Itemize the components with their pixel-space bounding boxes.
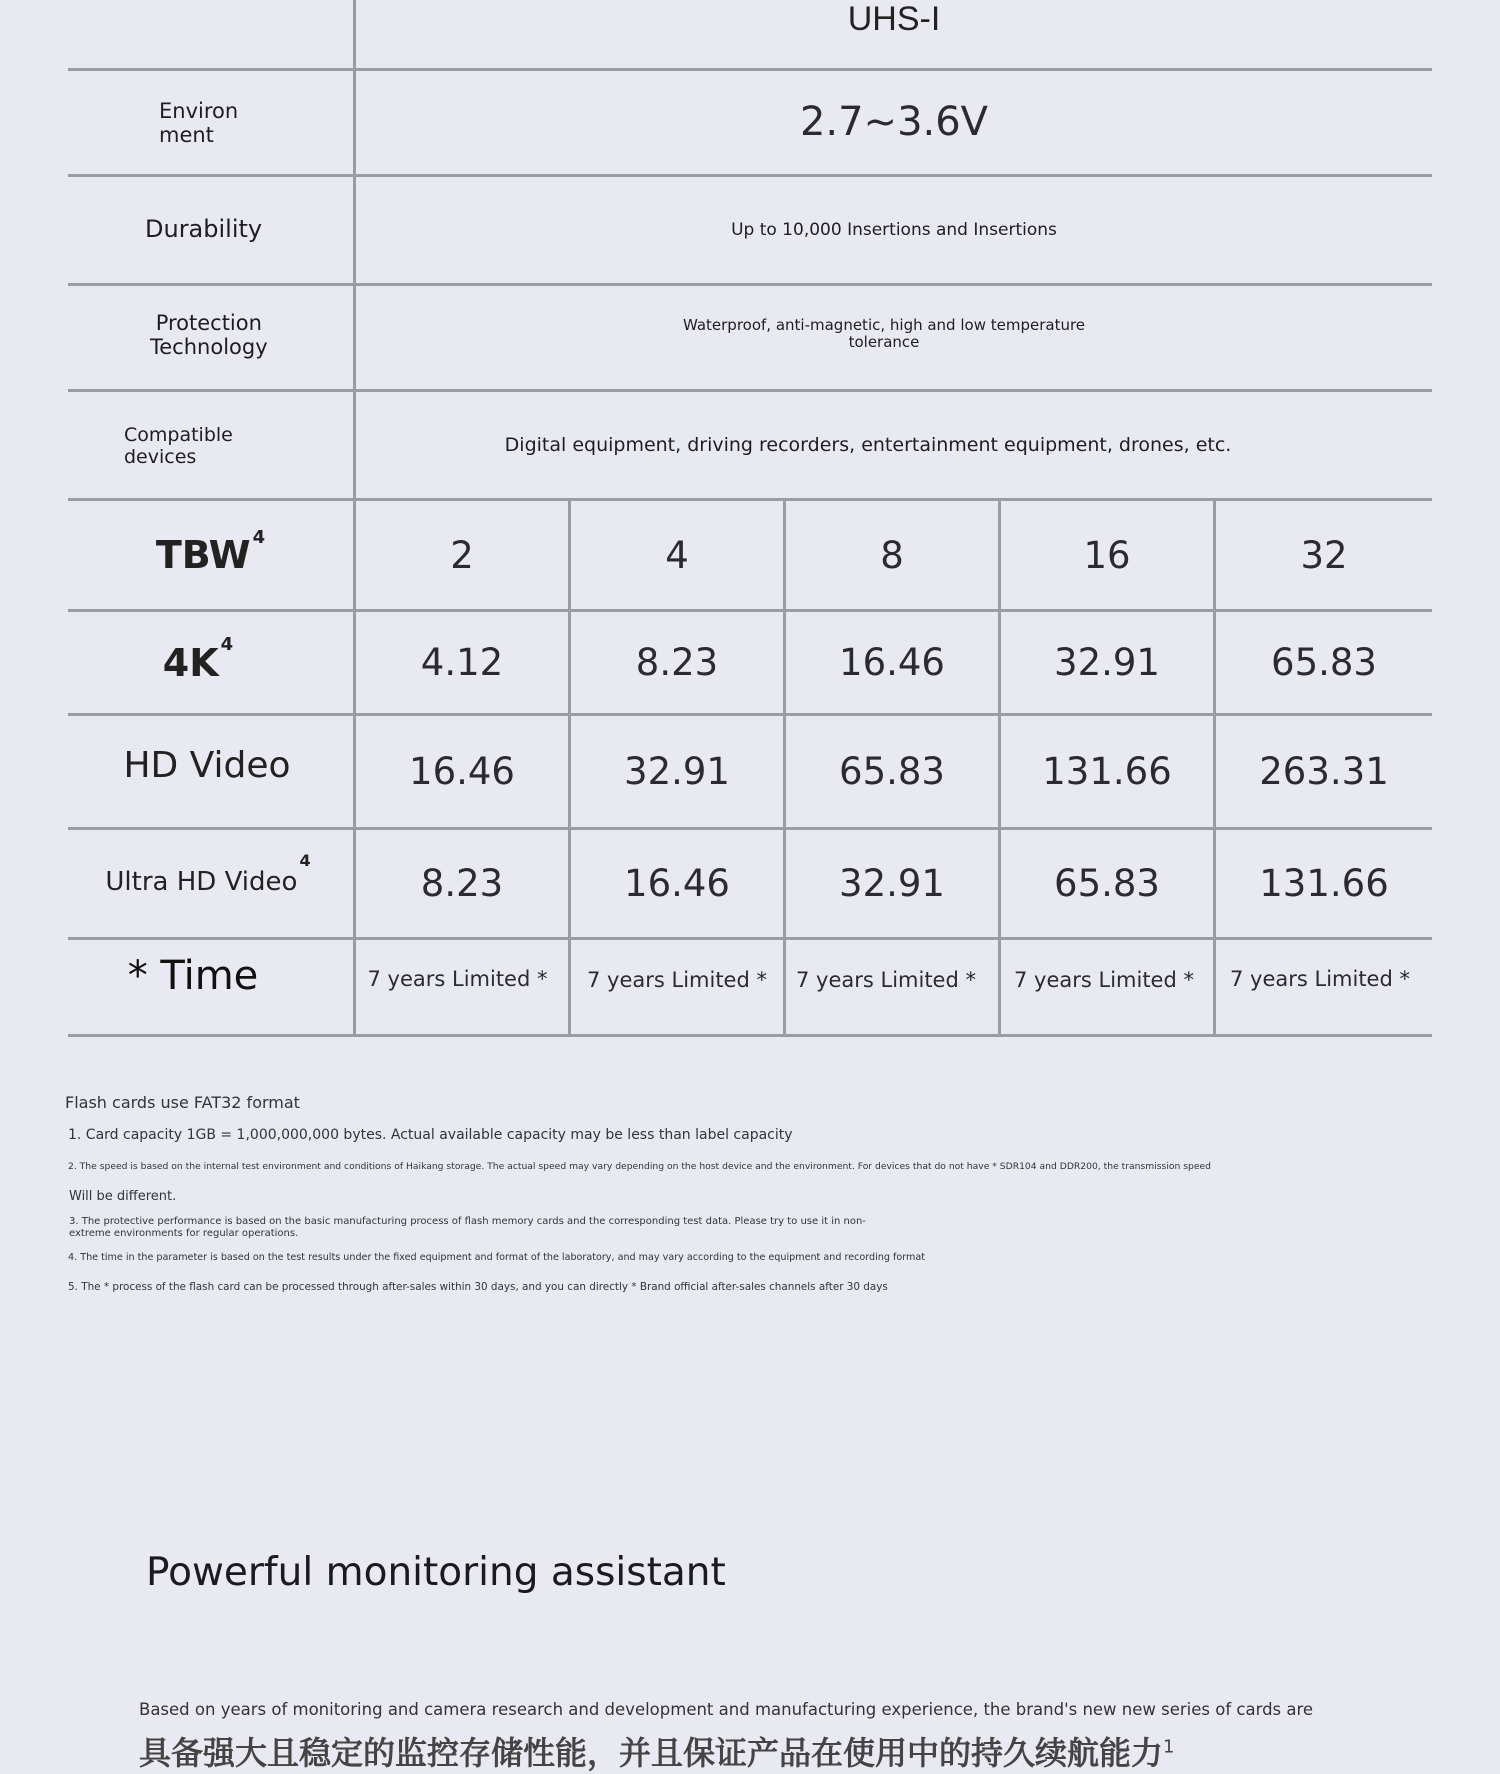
footnote-2-continued: Will be different. — [69, 1189, 177, 1204]
promo-body: Based on years of monitoring and camera research and development and manufacturing experience, the brand's new new series of cards are — [139, 1700, 1314, 1719]
warranty-value: 7 years Limited * — [1230, 967, 1410, 991]
table-rule — [68, 283, 1432, 286]
footnote-marker: 4 — [220, 634, 234, 655]
tbw-value: 16 — [1083, 533, 1131, 577]
footnote-3-continued: extreme environments for regular operations. — [69, 1228, 299, 1239]
row-label-text: * Time — [127, 953, 259, 999]
hd-video-value: 65.83 — [839, 750, 945, 793]
row-label-environment: Environ ment — [159, 99, 239, 147]
row-label-hd-video — [68, 716, 348, 814]
promo-chinese-line — [139, 1728, 1174, 1774]
row-label-tbw — [68, 501, 353, 609]
ultra-hd-value: 65.83 — [1054, 862, 1160, 905]
row-label-time — [68, 940, 318, 1012]
interface-value: UHS-I — [847, 0, 941, 38]
warranty-value: 7 years Limited * — [587, 968, 767, 992]
warranty-value: 7 years Limited * — [796, 968, 976, 992]
row-label-protection: Protection Technology — [150, 311, 268, 359]
durability-value: Up to 10,000 Insertions and Insertions — [731, 220, 1057, 240]
4k-value: 65.83 — [1271, 641, 1377, 684]
footnote-marker: 1 — [1163, 1736, 1175, 1758]
footnote-marker: 4 — [252, 526, 266, 548]
row-label-ultra-hd-video — [68, 830, 348, 934]
footnote-marker: 4 — [299, 850, 311, 870]
4k-value: 32.91 — [1054, 641, 1160, 684]
row-label-4k — [68, 612, 328, 713]
promo-chinese-text: 具备强大且稳定的监控存储性能，并且保证产品在使用中的持久续航能力 — [139, 1734, 1164, 1772]
footnote-4: 4. The time in the parameter is based on the test results under the fixed equipment and format of the laboratory, and may vary according to the equipment and recording format — [68, 1252, 925, 1263]
table-rule — [68, 389, 1432, 392]
row-label-text: HD Video — [123, 744, 291, 786]
promo-title: Powerful monitoring assistant — [146, 1550, 726, 1595]
tbw-value: 4 — [665, 533, 689, 577]
protection-value: Waterproof, anti-magnetic, high and low temperature tolerance — [682, 315, 1086, 351]
4k-value: 16.46 — [839, 641, 945, 684]
footnote-5: 5. The * process of the flash card can be processed through after-sales within 30 days, and you can directly * Brand official after-sales channels after 30 days — [68, 1281, 888, 1293]
hd-video-value: 32.91 — [624, 750, 730, 793]
hd-video-value: 263.31 — [1259, 750, 1389, 793]
row-label-text: TBW — [155, 533, 251, 577]
voltage-value: 2.7~3.6V — [799, 99, 989, 145]
row-label-text: Ultra HD Video — [105, 867, 298, 897]
ultra-hd-value: 8.23 — [420, 862, 504, 905]
row-label-text: 4K — [162, 640, 219, 685]
footnote-1: 1. Card capacity 1GB = 1,000,000,000 bytes. Actual available capacity may be less than label capacity — [68, 1127, 793, 1143]
footnote-2: 2. The speed is based on the internal test environment and conditions of Haikang storage. The actual speed may vary depending on the host device and the environment. For devices that do not have * SDR104 and DDR200, the transmission speed — [68, 1161, 1212, 1172]
ultra-hd-value: 131.66 — [1259, 862, 1389, 905]
row-label-compatible: Compatible devices — [124, 424, 233, 468]
footnote-heading: Flash cards use FAT32 format — [65, 1093, 300, 1112]
4k-value: 4.12 — [420, 641, 504, 684]
footnote-3: 3. The protective performance is based on the basic manufacturing process of flash memory cards and the corresponding test data. Please try to use it in non- — [69, 1216, 866, 1227]
warranty-value: 7 years Limited * — [367, 967, 548, 991]
table-rule — [68, 1034, 1432, 1037]
warranty-value: 7 years Limited * — [1014, 968, 1194, 992]
tbw-value: 8 — [880, 533, 904, 577]
row-label-durability: Durability — [145, 215, 263, 243]
table-rule — [68, 174, 1432, 177]
tbw-value: 32 — [1300, 533, 1348, 577]
table-rule — [68, 68, 1432, 71]
ultra-hd-value: 32.91 — [839, 862, 945, 905]
tbw-value: 2 — [450, 533, 474, 577]
hd-video-value: 131.66 — [1042, 750, 1172, 793]
compatible-value: Digital equipment, driving recorders, entertainment equipment, drones, etc. — [504, 434, 1232, 456]
4k-value: 8.23 — [635, 641, 719, 684]
hd-video-value: 16.46 — [409, 750, 515, 793]
ultra-hd-value: 16.46 — [624, 862, 730, 905]
